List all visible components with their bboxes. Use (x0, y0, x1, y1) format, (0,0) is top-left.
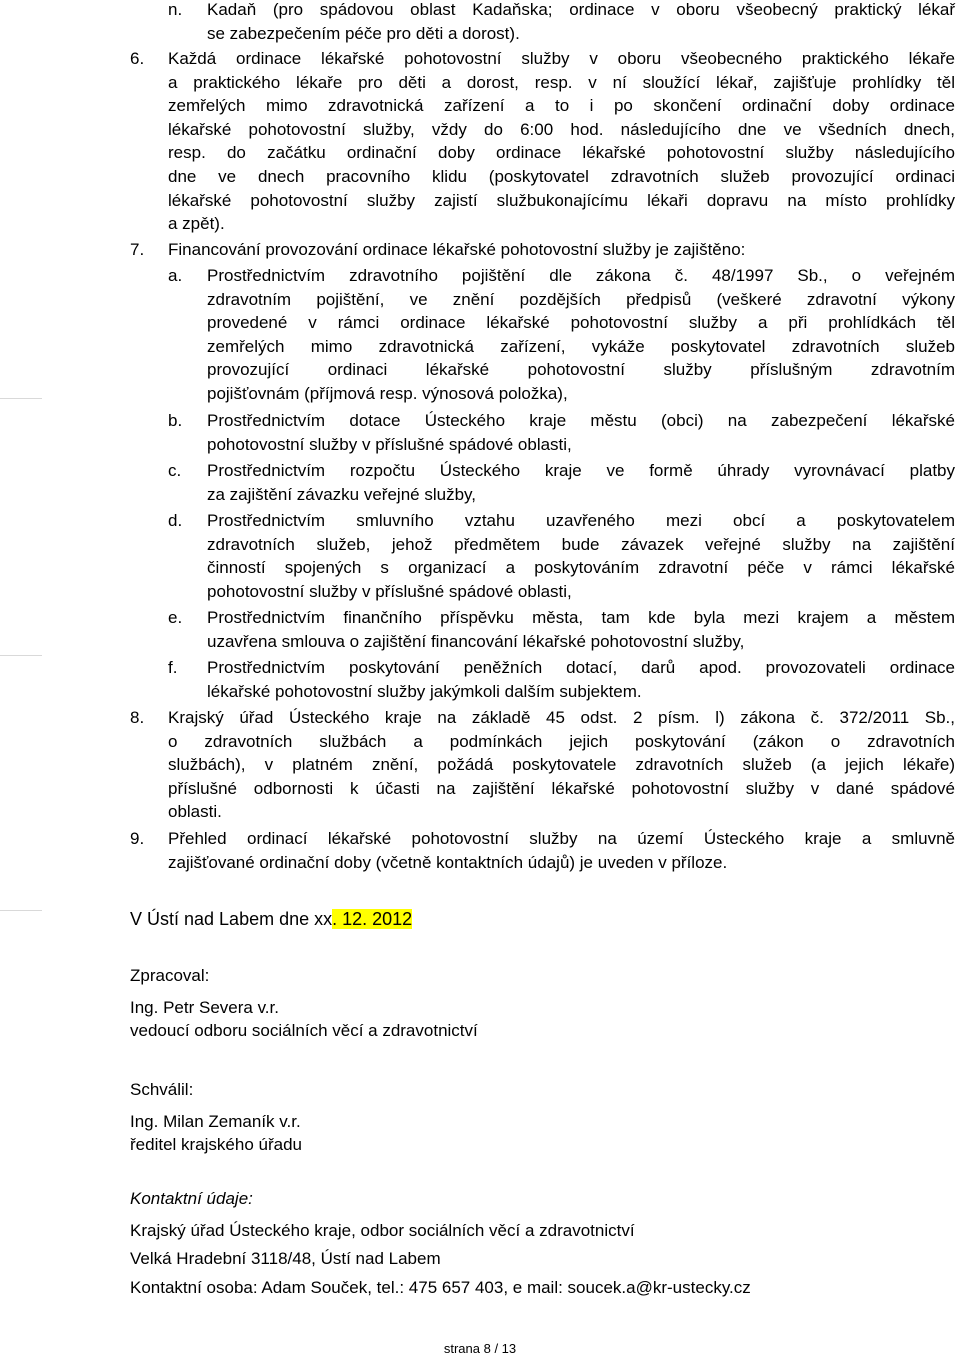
item-7-sub-line: pohotovostní služby v příslušné spádové oblasti, (207, 434, 572, 454)
item-7-sub-line: Prostřednictvím poskytování peněžních dotací, darů apod. provozovateli ordinace (207, 658, 955, 677)
item-8-line: příslušné odbornosti k účasti na zajištění lékařské pohotovostní služby v dané spádové (168, 778, 955, 798)
margin-mark (0, 398, 42, 399)
date-prefix: V Ústí nad Labem dne xx (130, 909, 333, 929)
item-label: a. (168, 266, 183, 285)
approved-name: Ing. Milan Zemaník v.r. (130, 1111, 301, 1131)
item-label: 8. (130, 708, 145, 727)
item-7-sub-line: uzavřena smlouva o zajištění financování lékařské pohotovostní služby, (207, 631, 745, 651)
item-6-line: lékařské pohotovostní služby, vždy do 6:00 hod. následujícího dne ve všedních dnech, (168, 119, 955, 139)
item-7-sub-line: Prostřednictvím smluvního vztahu uzavřeného mezi obcí a poskytovatelem (207, 511, 955, 530)
contact-line-office: Krajský úřad Ústeckého kraje, odbor sociálních věcí a zdravotnictví (130, 1220, 635, 1240)
item-7-sub-line: činností spojených s organizací a poskytováním zdravotní péče v rámci lékařské (207, 558, 955, 578)
item-7-sub-line: lékařské pohotovostní služby jakýmkoli dalším subjektem. (207, 681, 642, 701)
prepared-role: vedoucí odboru sociálních věcí a zdravotnictví (130, 1021, 478, 1041)
item-7-sub-line: provozující ordinaci lékařské pohotovostní služby příslušným zdravotním (207, 360, 955, 380)
item-6-line: resp. do začátku ordinační doby ordinace lékařské pohotovostní služby následujícího (168, 143, 955, 163)
approved-role: ředitel krajského úřadu (130, 1135, 302, 1155)
item-label: e. (168, 608, 183, 627)
contact-heading: Kontaktní údaje: (130, 1189, 253, 1208)
margin-mark (0, 655, 42, 656)
item-7-sub-line: Prostřednictvím dotace Ústeckého kraje městu (obci) na zabezpečení lékařské (207, 411, 955, 430)
item-6-line: a praktického lékaře pro děti a dorost, resp. v ní sloužící lékař, zajišťuje prohlídky těl (168, 72, 955, 92)
item-label: c. (168, 461, 182, 480)
approved-heading: Schválil: (130, 1080, 194, 1099)
contact-line-address: Velká Hradební 3118/48, Ústí nad Labem (130, 1249, 441, 1269)
item-7-sub-line: zdravotním pojištění, ve znění pozdějších předpisů (veškeré zdravotní výkony (207, 289, 955, 309)
prepared-heading: Zpracoval: (130, 966, 210, 985)
item-8-line: službách), v platném znění, požádá poskytovatele zdravotních služeb (a jejich lékaře) (168, 755, 955, 775)
item-7-sub-line: pohotovostní služby v příslušné spádové oblasti, (207, 581, 572, 601)
item-6-line: a zpět). (168, 214, 225, 234)
item-6-line: lékařské pohotovostní služby zajistí službukonajícímu lékaři dopravu na místo prohlídky (168, 190, 955, 210)
item-label: b. (168, 411, 183, 430)
item-8-line: Krajský úřad Ústeckého kraje na základě 45 odst. 2 písm. l) zákona č. 372/2011 Sb., (168, 708, 955, 727)
item-6-line: dne ve dnech pracovního klidu (poskytovatel zdravotních služeb provozující ordinaci (168, 167, 955, 186)
contact-section (130, 1187, 751, 1299)
item-7-sub-line: provedené v rámci ordinace lékařské pohotovostní služby a při prohlídkách těl (207, 313, 955, 333)
prepared-section (130, 964, 478, 1043)
approved-section (130, 1078, 302, 1157)
item-label: 7. (130, 240, 145, 259)
item-7-sub-line: zemřelých mimo zdravotnická zařízení, vykáže poskytovatel zdravotních služeb (207, 336, 955, 356)
item-n-line: se zabezpečením péče pro děti a dorost). (207, 23, 520, 43)
prepared-name: Ing. Petr Severa v.r. (130, 997, 279, 1017)
item-8-line: oblasti. (168, 802, 222, 822)
item-7-sub-line: Prostřednictvím rozpočtu Ústeckého kraje ve formě úhrady vyrovnávací platby (207, 461, 955, 480)
item-7-sub-line: za zajištění závazku veřejné služby, (207, 484, 476, 504)
item-6-line: zemřelých mimo zdravotnická zařízení a to i po skončení ordinační doby ordinace (168, 96, 955, 116)
item-label: f. (168, 658, 178, 677)
item-n-line: Kadaň (pro spádovou oblast Kadaňska; ordinace v oboru všeobecný praktický lékař (207, 0, 955, 19)
item-label: n. (168, 0, 183, 19)
item-9-line: zajišťované ordinační doby (včetně kontaktních údajů) je uveden v příloze. (168, 852, 728, 872)
date-highlighted: . 12. 2012 (332, 909, 413, 929)
item-7-sub-line: zdravotních služeb, jehož předmětem bude závazek veřejné služby na zajištění (207, 534, 955, 554)
item-9-line: Přehled ordinací lékařské pohotovostní služby na území Ústeckého kraje a smluvně (168, 829, 955, 848)
item-label: 6. (130, 49, 145, 68)
item-7-sub-line: Prostřednictvím zdravotního pojištění dle zákona č. 48/1997 Sb., o veřejném (207, 266, 955, 285)
item-7-sub-line: pojišťovnám (příjmová resp. výnosová položka), (207, 384, 568, 403)
page-number: strana 8 / 13 (443, 1341, 517, 1356)
contact-line-person: Kontaktní osoba: Adam Souček, tel.: 475 657 403, e mail: soucek.a@kr-ustecky.cz (130, 1277, 751, 1297)
margin-mark (0, 910, 42, 911)
item-7-sub-line: Prostřednictvím finančního příspěvku města, tam kde byla mezi krajem a městem (207, 608, 955, 627)
item-6-line: Každá ordinace lékařské pohotovostní služby v oboru všeobecného praktického lékaře (168, 49, 955, 68)
date-line (130, 908, 412, 932)
item-label: 9. (130, 829, 145, 848)
item-8-line: o zdravotních službách a podmínkách jejich poskytování (zákon o zdravotních (168, 731, 955, 751)
item-7-line: Financování provozování ordinace lékařské pohotovostní služby je zajištěno: (168, 240, 746, 259)
item-label: d. (168, 511, 183, 530)
